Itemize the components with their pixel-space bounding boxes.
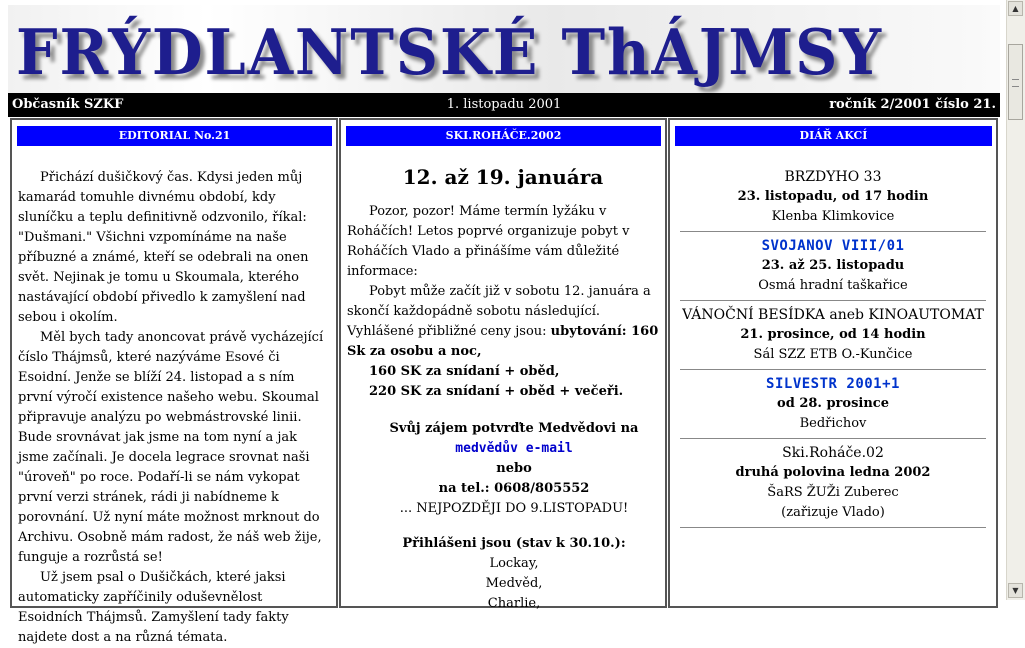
- scroll-down-icon[interactable]: ▼: [1008, 583, 1023, 598]
- ski-or: nebo: [496, 461, 532, 476]
- event-date: 23. až 25. listopadu: [761, 258, 905, 273]
- event-title[interactable]: SILVESTR 2001+1: [766, 376, 900, 392]
- diary-column: [668, 118, 998, 608]
- columns: [8, 118, 1000, 645]
- event-title: VÁNOČNÍ BESÍDKA aneb KINOAUTOMAT: [682, 307, 984, 323]
- event-title[interactable]: SVOJANOV VIII/01: [761, 238, 905, 254]
- diary-heading: DIÁŘ AKCÍ: [675, 126, 992, 146]
- event-place: Klenba Klimkovice: [771, 209, 895, 224]
- publication-name: Občasník SZKF: [12, 97, 124, 112]
- ski-details: [347, 282, 659, 362]
- banner-title: FRÝDLANTSKÉ ThÁJMSY: [16, 15, 883, 89]
- editorial-body: [12, 168, 336, 648]
- event-item: [680, 301, 986, 370]
- issue-number: ročník 2/2001 číslo 21.: [829, 97, 996, 112]
- event-date: druhá polovina ledna 2002: [735, 465, 931, 480]
- event-item: [680, 439, 986, 528]
- ski-registered-heading: Přihlášeni jsou (stav k 30.10.):: [402, 536, 626, 551]
- event-item: [680, 370, 986, 439]
- ski-confirm: Svůj zájem potvrďte Medvědovi na: [389, 421, 639, 436]
- ski-price-dinner: 220 SK za snídaní + oběd + večeři.: [369, 384, 624, 399]
- event-date: 23. listopadu, od 17 hodin: [737, 189, 929, 204]
- issue-date: 1. listopadu 2001: [446, 97, 562, 112]
- ski-price-lunch: 160 SK za snídaní + oběd,: [369, 364, 560, 379]
- ski-deadline: ... NEJPOZDĚJI DO 9.LISTOPADU!: [399, 501, 629, 516]
- ski-phone: na tel.: 0608/805552: [438, 481, 590, 496]
- registered-person: Lockay,: [489, 556, 539, 571]
- registered-person: Medvěd,: [485, 576, 543, 591]
- event-place: Bedřichov: [799, 416, 867, 431]
- editorial-paragraph: Měl bych tady anoncovat právě vycházející číslo Thájmsů, které nazýváme Esové či Esoidní. Jenže se blíží 24. listopad a s ním první výročí existence našeho webu. Skoumal připravuje analýzu po webmástrovské linii. Bude srovnávat jak jsme na tom nyní a jak jsme začínali. Je docela legrace srovnat naši "úroveň" po roce. Podaří-li se nám vykopat první verzi stránek, rádi ji nabídneme k porovnání. Už nyní máte možnost mrknout do Archivu. Osobně mám radost, že náš web žije, funguje a rozrůstá se!: [18, 330, 324, 565]
- ski-price-accommodation: ubytování: 160 Sk za osobu a noc,: [347, 324, 659, 359]
- ski-dates-title: 12. až 19. januára: [402, 165, 604, 189]
- event-date: 21. prosince, od 14 hodin: [740, 327, 926, 342]
- event-title: Ski.Roháče.02: [782, 445, 884, 461]
- editorial-heading: EDITORIAL No.21: [17, 126, 332, 146]
- ski-intro: Pozor, pozor! Máme termín lyžáku v Roháčích! Letos poprvé organizuje pobyt v Roháčích Vlado a přinášíme vám důležité informace:: [347, 204, 630, 279]
- event-place: Osmá hradní taškařice: [758, 278, 908, 293]
- editorial-paragraph: Přichází dušičkový čas. Kdysi jeden můj kamarád tomuhle divnému období, kdy sluníčku a teplu definitivně odzvonilo, říkal: "Dušmani." Všichni vzpomínáme na naše příbuzné a známé, kteří se odebrali na onen svět. Nejinak je tomu u Skoumala, kterého nastávající období přivedlo k zamyšlení nad sebou i okolím.: [18, 170, 309, 325]
- info-bar: [8, 93, 1000, 117]
- ski-body: [341, 202, 665, 614]
- ski-heading: SKI.ROHÁČE.2002: [346, 126, 661, 146]
- ski-column: [339, 118, 667, 611]
- scrollbar-thumb[interactable]: [1008, 44, 1023, 120]
- vertical-scrollbar[interactable]: [1006, 0, 1025, 600]
- editorial-column: [10, 118, 338, 645]
- event-item: [680, 232, 986, 301]
- registered-person: Charlie,: [487, 596, 541, 611]
- event-list: [670, 163, 996, 528]
- event-extra: (zařizuje Vlado): [781, 505, 885, 520]
- ski-details-text: Pobyt může začít již v sobotu 12. januára a skončí každopádně sobotu následující. Vyhlášené přibližné ceny jsou:: [347, 284, 651, 339]
- event-place: Sál SZZ ETB O.-Kunčice: [753, 347, 913, 362]
- event-title: BRZDYHO 33: [784, 169, 882, 185]
- event-place: ŠaRS ŽUŽi Zuberec: [767, 485, 899, 500]
- editorial-paragraph: Už jsem psal o Dušičkách, které jaksi automaticky zapříčinily oduševnělost Esoidních Thájmsů. Zamyšlení tady fakty najdete dost a na různá témata.: [18, 570, 289, 645]
- banner: [8, 5, 1000, 93]
- event-date: od 28. prosince: [777, 396, 889, 411]
- email-link[interactable]: medvědův e-mail: [455, 441, 573, 456]
- event-item: [680, 163, 986, 232]
- scroll-up-icon[interactable]: ▲: [1008, 1, 1023, 16]
